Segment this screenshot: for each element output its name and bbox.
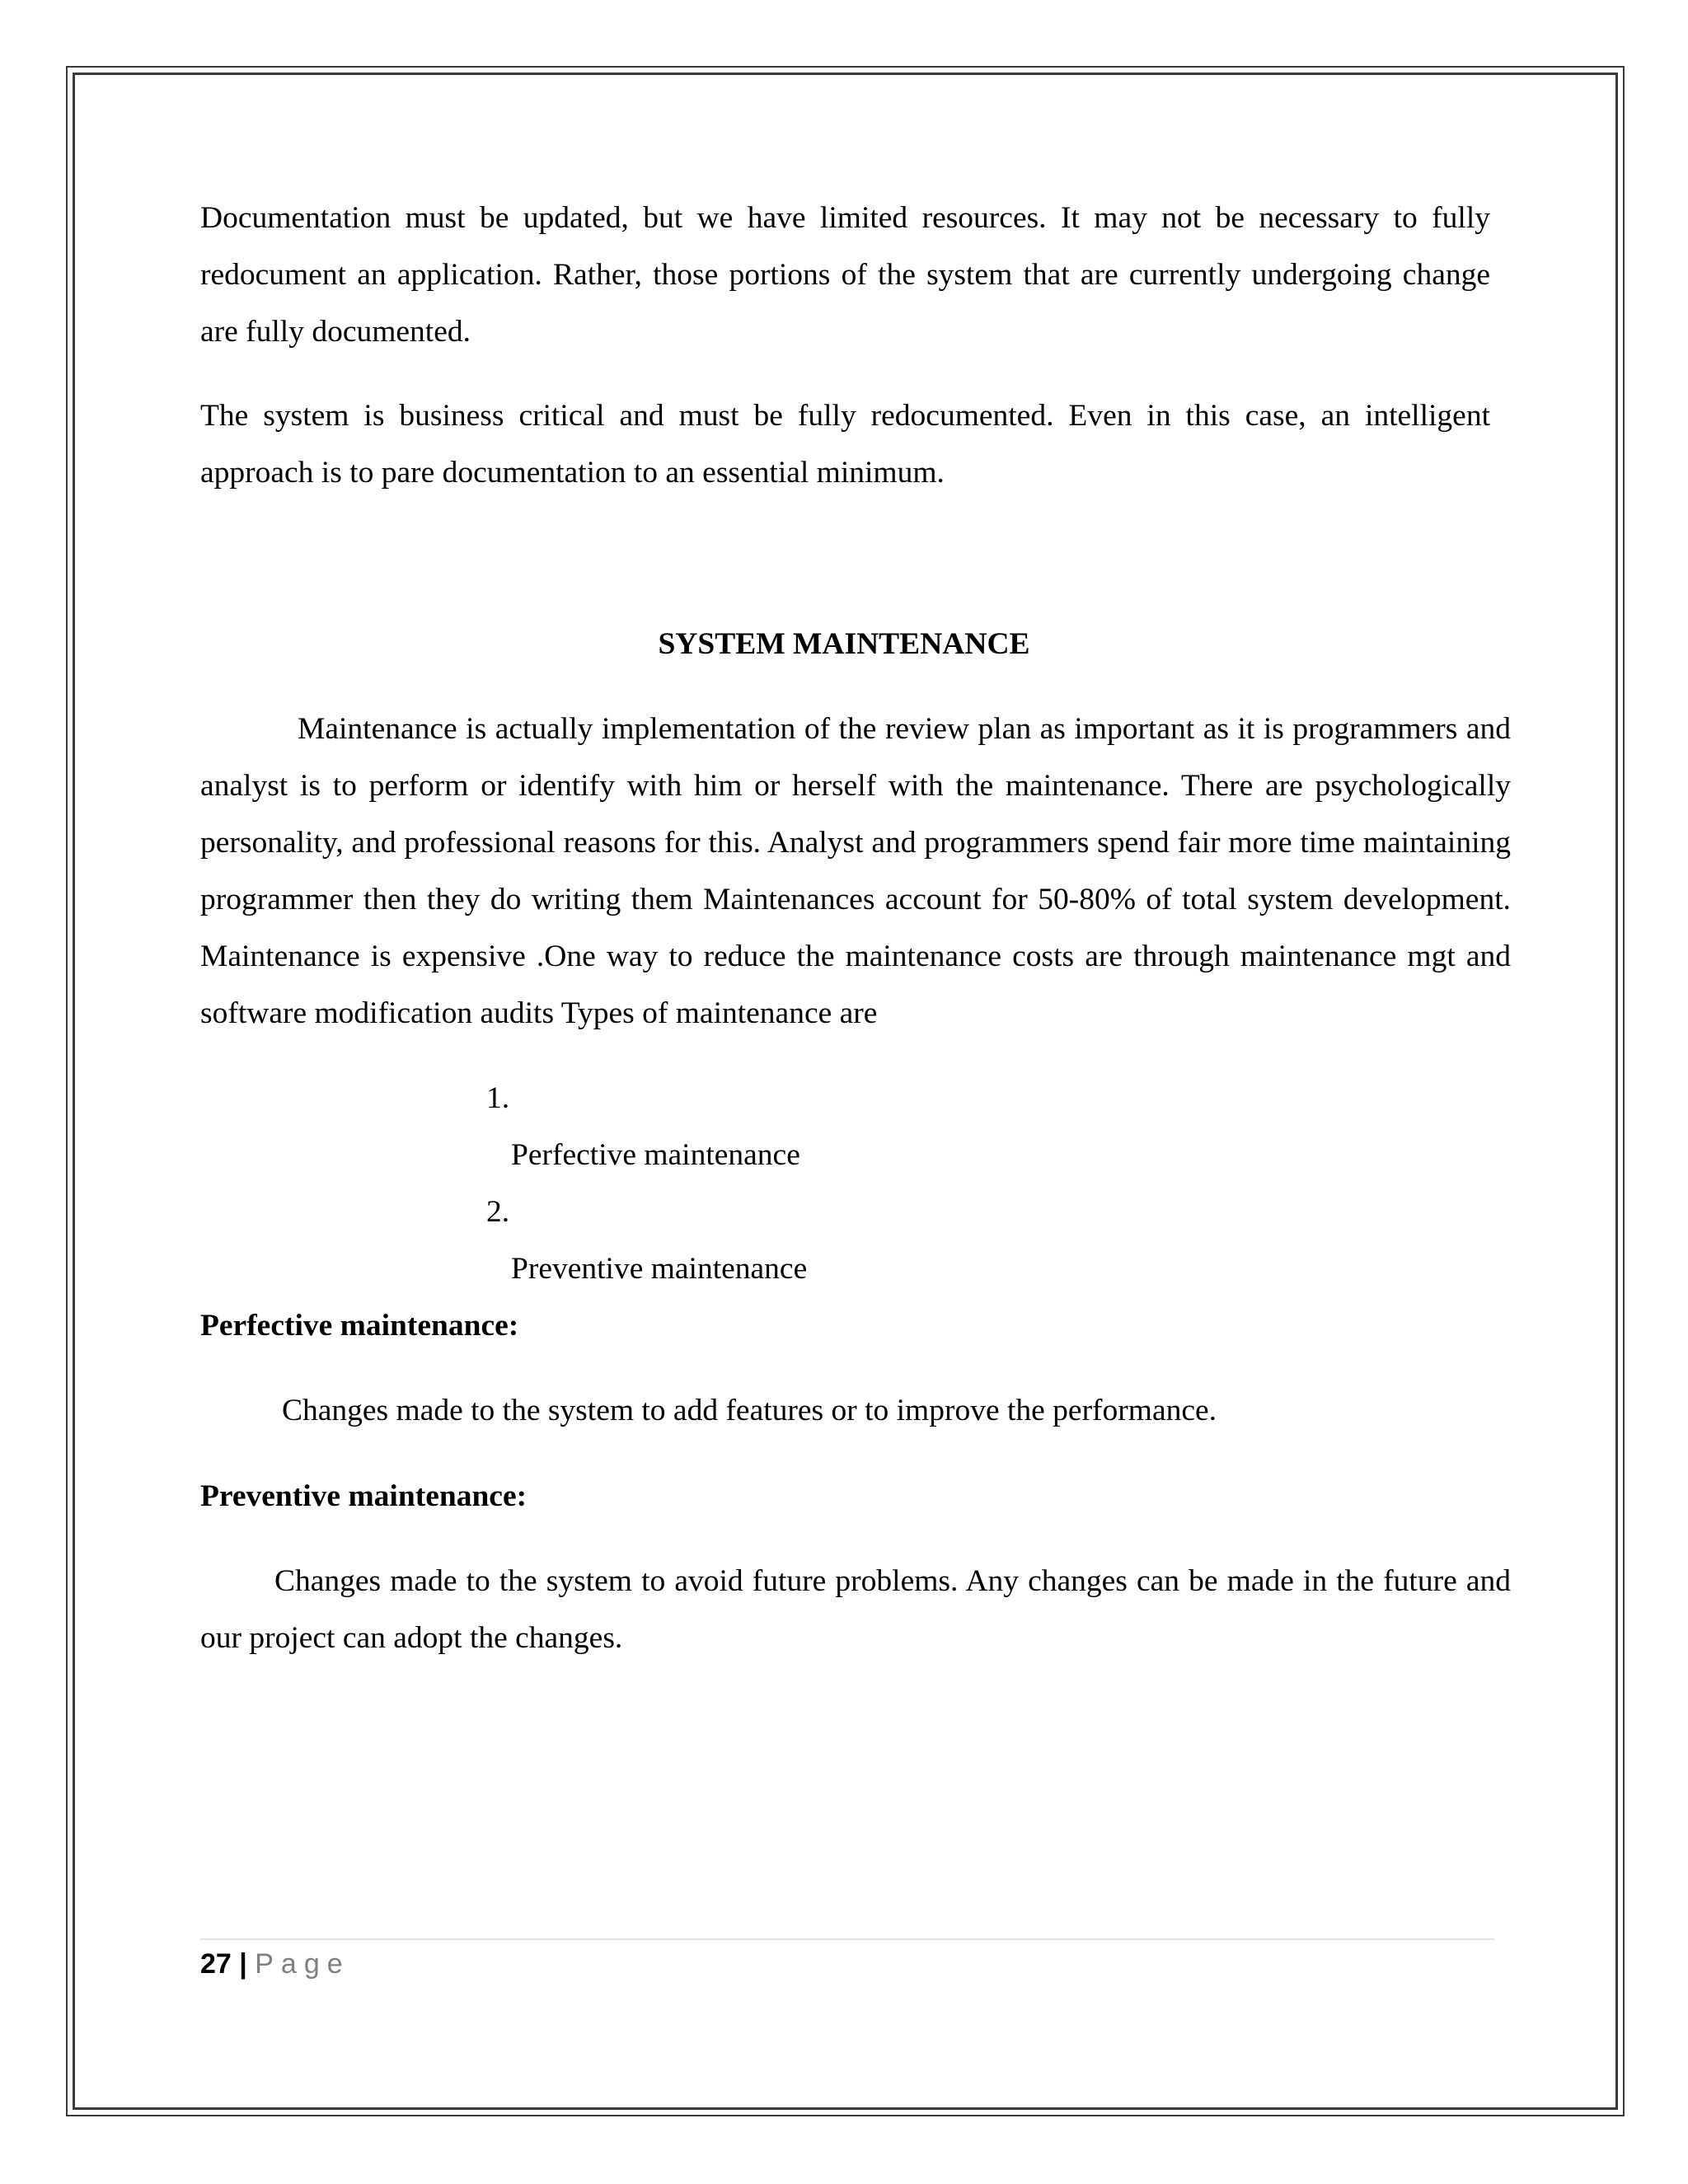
section-heading: SYSTEM MAINTENANCE	[658, 627, 1030, 661]
footer-separator: |	[231, 1948, 256, 1980]
page-label: Page	[255, 1948, 350, 1980]
footer-divider	[200, 1938, 1494, 1940]
list-item: Perfective maintenance	[511, 1138, 800, 1172]
paragraph-documentation-resources: Documentation must be updated, but we have limited resources. It may not be necessary to fully redocument an application. Rather, those portions of the system that are currently undergoing change are fully documented.	[200, 201, 1490, 349]
page-footer	[200, 1943, 350, 1985]
preventive-maintenance-heading: Preventive maintenance:	[200, 1479, 528, 1513]
list-item-number: 2.	[486, 1195, 510, 1229]
list-item: Preventive maintenance	[511, 1252, 808, 1286]
page-border-inner	[73, 73, 1618, 2110]
paragraph-maintenance-intro: Maintenance is actually implementation of the review plan as important as it is programmers and analyst is to perform or identify with him or herself with the maintenance. There are psychologically personality, and professional reasons for this. Analyst and programmers spend fair more time maintaining programmer then they do writing them Maintenances account for 50-80% of total system development. Maintenance is expensive .One way to reduce the maintenance costs are through maintenance mgt and software modification audits Types of maintenance are	[200, 712, 1511, 1030]
perfective-maintenance-description: Changes made to the system to add features or to improve the performance.	[282, 1394, 1217, 1427]
preventive-maintenance-description: Changes made to the system to avoid future problems. Any changes can be made in the future and our project can adopt the changes.	[200, 1564, 1511, 1655]
list-item-number: 1.	[486, 1081, 510, 1115]
page-number: 27	[200, 1948, 232, 1980]
paragraph-business-critical: The system is business critical and must be fully redocumented. Even in this case, an intelligent approach is to pare documentation to an essential minimum.	[200, 399, 1490, 490]
perfective-maintenance-heading: Perfective maintenance:	[200, 1309, 519, 1343]
